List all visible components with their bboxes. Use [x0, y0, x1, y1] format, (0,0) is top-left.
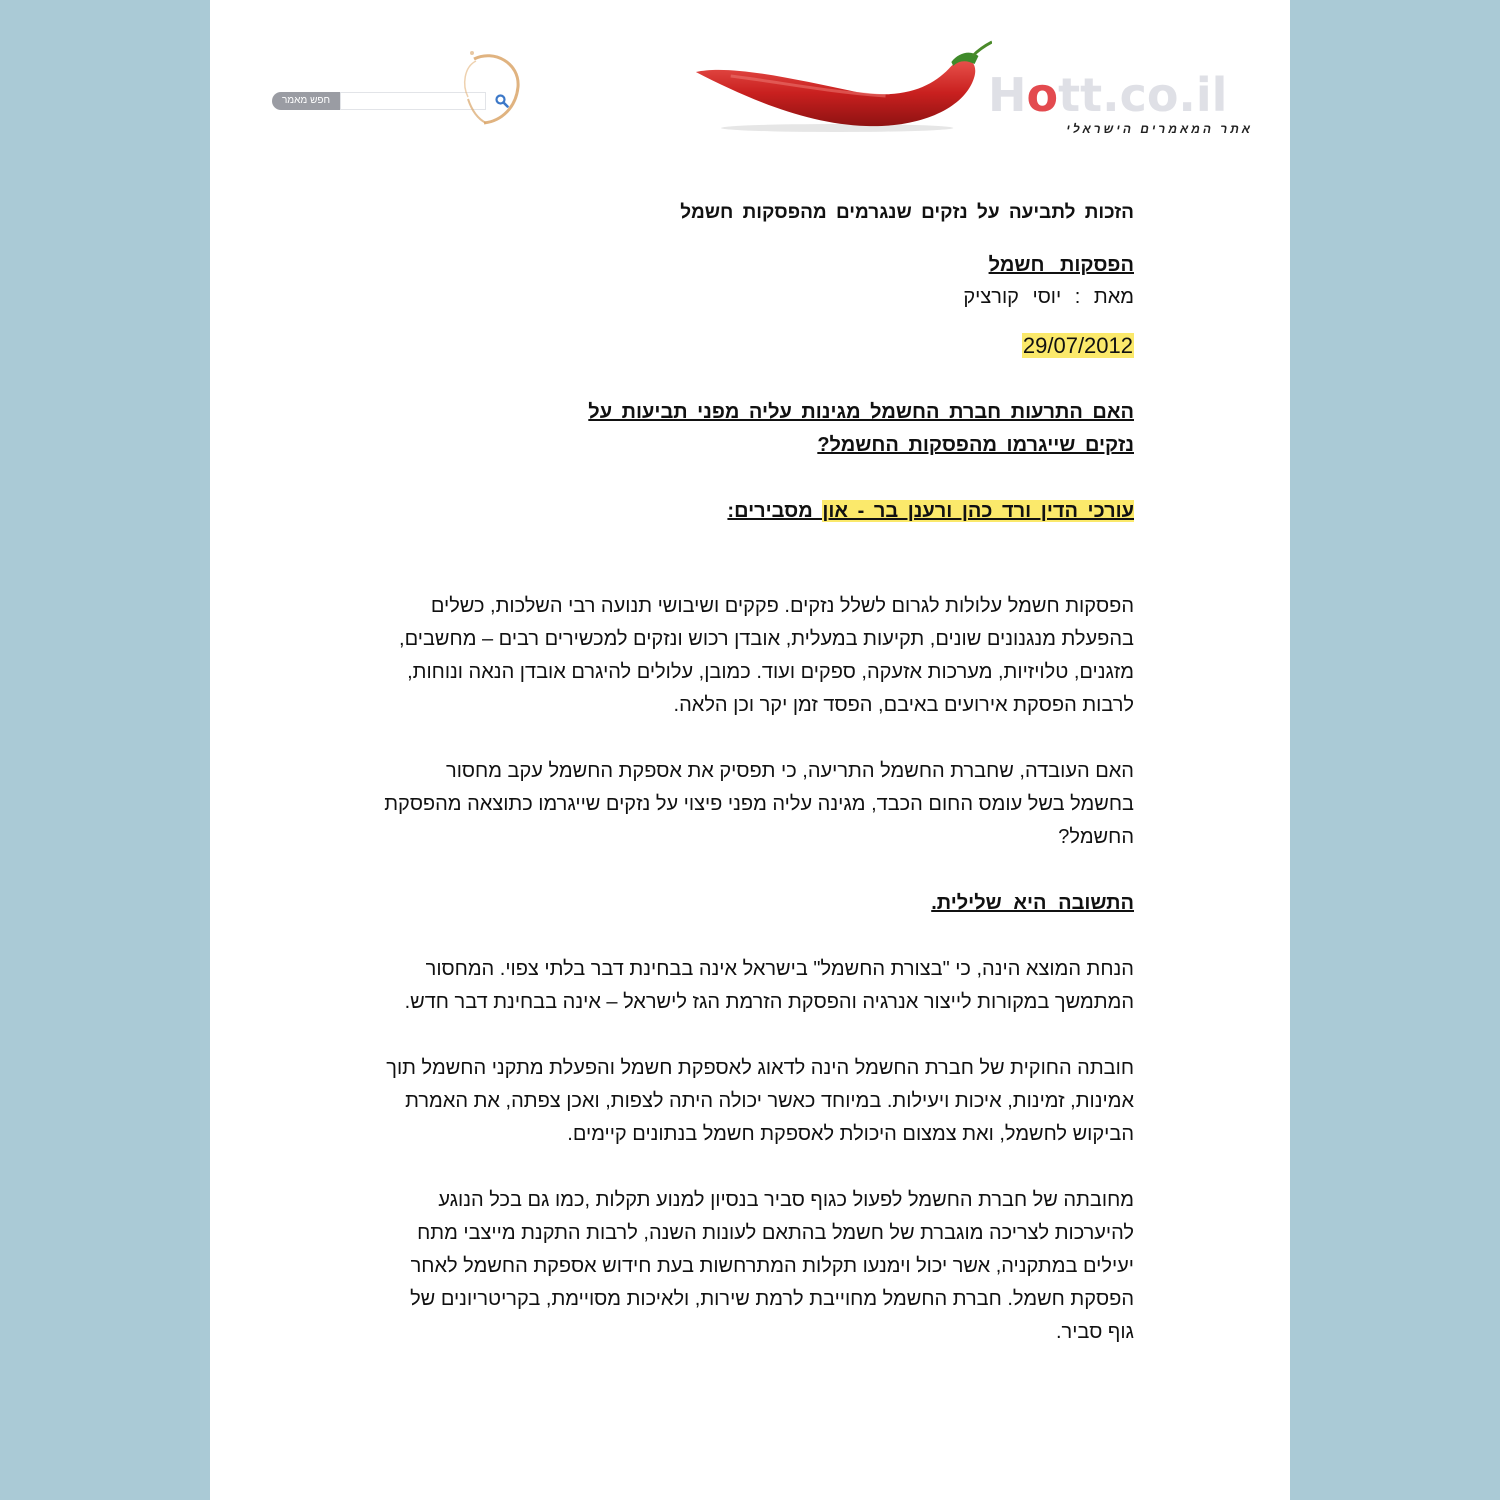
article-byline: מאת : יוסי קורציק — [963, 286, 1134, 308]
date-highlight: 29/07/2012 — [1022, 333, 1133, 358]
site-logo[interactable] — [988, 68, 1258, 122]
paragraph: האם העובדה, שחברת החשמל התריעה, כי תפסיק את אספקת החשמל עקב מחסור בחשמל בשל עומס החום הכבד, מגינה עליה מפני פיצוי על נזקים שייגרמו כתוצאה מהפסקת החשמל? — [384, 760, 1134, 848]
logo-letter-h: H — [988, 68, 1027, 122]
logo-suffix: tt.co.il — [1058, 68, 1228, 122]
site-tagline: אתר המאמרים הישראלי — [1066, 122, 1253, 136]
authors-suffix: מסבירים: — [727, 500, 823, 522]
paragraph: הנחת המוצא הינה, כי "בצורת החשמל" בישראל אינה בבחינת דבר בלתי צפוי. המחסור המתמשך במקורות לייצור אנרגיה והפסקת הזרמת הגז לישראל – אינה בבחינת דבר חדש. — [404, 958, 1134, 1013]
article-date — [354, 330, 1134, 362]
paragraph: מחובתה של חברת החשמל לפעול כגוף סביר בנסיון למנוע תקלות ,כמו גם בכל הנוגע להיערכות לצריכה מוגברת של חשמל בהתאם לעונות השנה, לרבות התקנת מייצבי מתח יעילים במתקניה, אשר יכול וימנעו תקלות המתרחשות בעת חידוש אספקת החשמל לאחר הפסקת חשמל. חברת החשמל מחוייבת לרמת שירות, ולאיכות מסויימת, בקריטריונים של גוף סביר. — [410, 1189, 1134, 1343]
logo-letter-o: o — [1026, 68, 1059, 122]
article-section: הפסקות חשמל — [988, 254, 1134, 276]
authors-line — [354, 495, 1134, 528]
chili-pepper-icon — [692, 36, 992, 136]
search-button[interactable]: חפש מאמר — [272, 92, 340, 110]
answer-heading: התשובה היא שלילית. — [931, 892, 1134, 914]
logo-wordmark — [988, 68, 1258, 122]
paragraph: הפסקות חשמל עלולות לגרום לשלל נזקים. פקקים ושיבושי תנועה רבי השלכות, כשלים בהפעלת מנגנונים שונים, תקיעות במעלית, אובדן רכוש ונזקים למכשירים רבים – מחשבים, מזגנים, טלויזיות, מערכות אזעקה, ספקים ועוד. כמובן, עלולים להיגרם אובדן הנאה ונוחות, לרבות הפסקת אירועים באיבם, הפסד זמן יקר וכן הלאה. — [399, 595, 1134, 716]
coffee-stain-icon — [454, 45, 526, 125]
article — [354, 198, 1134, 1349]
document-page — [210, 0, 1290, 1500]
article-headline: האם התרעות חברת החשמל מגינות עליה מפני תביעות על נזקים שייגרמו מהפסקות החשמל? — [588, 401, 1134, 456]
article-kicker: הזכות לתביעה על נזקים שנגרמים מהפסקות חשמל — [680, 202, 1134, 223]
authors-highlight: עורכי הדין ורד כהן ורענן בר - און — [822, 500, 1134, 522]
paragraph: חובתה החוקית של חברת החשמל הינה לדאוג לאספקת חשמל והפעלת מתקני החשמל תוך אמינות, זמינות, איכות ויעילות. במיוחד כאשר יכולה היתה לצפות, ואכן צפתה, את האמרת הביקוש לחשמל, ואת צמצום היכולת לאספקת חשמל בנתונים קיימים. — [386, 1057, 1134, 1145]
